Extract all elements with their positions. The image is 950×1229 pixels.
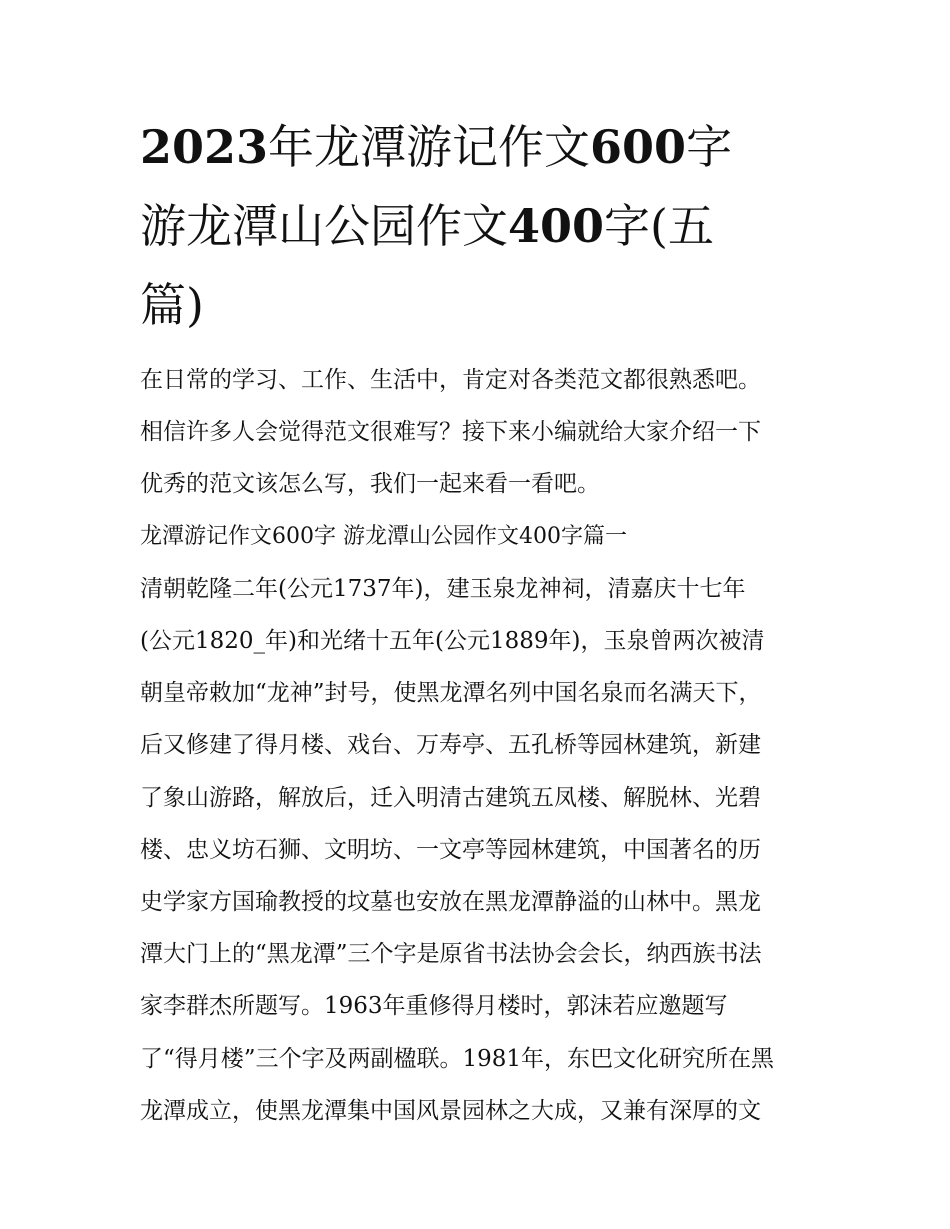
body-line: 优秀的范文该怎么写，我们一起来看一看吧。 xyxy=(140,471,600,498)
title-number: 600 xyxy=(590,120,687,174)
body-line: 龙潭成立，使黑龙潭集中国风景园林之大成，又兼有深厚的文 xyxy=(140,1097,761,1124)
title-number: 2023 xyxy=(140,120,269,174)
body-line: 史学家方国瑜教授的坟墓也安放在黑龙潭静溢的山林中。黑龙 xyxy=(140,889,761,916)
body-line: 朝皇帝敕加“龙神”封号，使黑龙潭名列中国名泉而名满天下， xyxy=(140,680,762,707)
body-line: 了象山游路，解放后，迁入明清古建筑五凤楼、解脱林、光碧 xyxy=(140,784,761,811)
body-line: 后又修建了得月楼、戏台、万寿亭、五孔桥等园林建筑，新建 xyxy=(140,732,761,759)
document-body xyxy=(140,354,820,1137)
body-line: 家李群杰所题写。1963年重修得月楼时，郭沫若应邀题写 xyxy=(140,993,728,1020)
document-title xyxy=(140,108,820,345)
body-line: 楼、忠义坊石狮、文明坊、一文亭等园林建筑，中国著名的历 xyxy=(140,836,761,863)
title-line-1: 2023年龙潭游记作文600字 xyxy=(140,120,733,174)
body-line: 了“得月楼”三个字及两副楹联。1981年，东巴文化研究所在黑 xyxy=(140,1045,775,1072)
section-heading: 龙潭游记作文600字 游龙潭山公园作文400字篇一 xyxy=(140,523,627,549)
title-number: 400 xyxy=(508,199,605,253)
body-line: 相信许多人会觉得范文很难写？接下来小编就给大家介绍一下 xyxy=(140,419,761,446)
body-line: 潭大门上的“黑龙潭”三个字是原省书法协会会长，纳西族书法 xyxy=(140,941,762,968)
title-line-3: 篇) xyxy=(140,278,204,332)
body-line: 清朝乾隆二年(公元1737年)，建玉泉龙神祠，清嘉庆十七年 xyxy=(140,575,746,602)
title-line-2: 游龙潭山公园作文400字(五 xyxy=(140,199,714,253)
body-line: 在日常的学习、工作、生活中，肯定对各类范文都很熟悉吧。 xyxy=(140,367,761,393)
body-line: (公元1820_年)和光绪十五年(公元1889年)，玉泉曾两次被清 xyxy=(140,628,765,655)
